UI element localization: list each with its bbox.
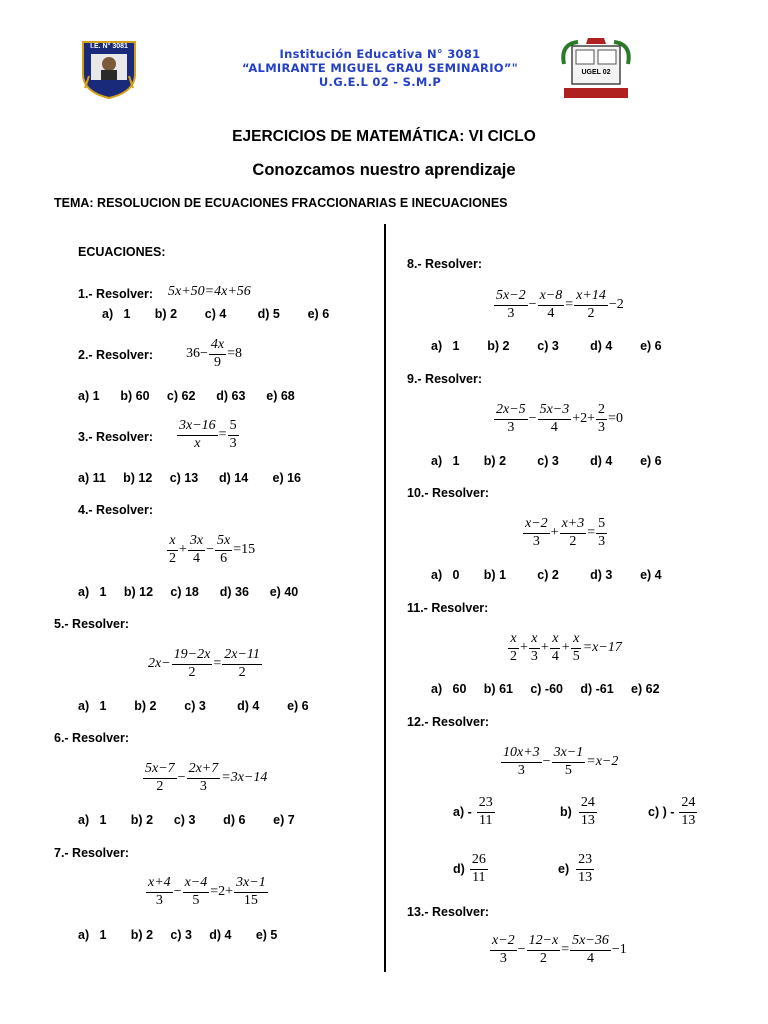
p12-option-b xyxy=(560,796,598,828)
ugel-logo-right xyxy=(558,34,634,102)
fraction xyxy=(209,338,226,370)
denominator: 13 xyxy=(681,812,696,828)
fraction xyxy=(183,876,210,908)
numerator: 5x xyxy=(215,534,232,551)
fraction xyxy=(167,534,178,566)
operator: = xyxy=(213,656,222,672)
denominator: 5 xyxy=(572,648,580,664)
denominator: 3 xyxy=(517,762,525,778)
p12-option-a xyxy=(453,796,496,828)
problem-12-equation xyxy=(500,746,618,778)
problem-3-label: 3.- Resolver: xyxy=(78,430,154,444)
problem-11-equation xyxy=(507,632,622,664)
denominator: 2 xyxy=(169,550,176,566)
page-title: EJERCICIOS DE MATEMÁTICA: VI CICLO xyxy=(232,128,536,145)
p12-option-d xyxy=(453,853,489,885)
fraction xyxy=(571,632,582,664)
denominator: 3 xyxy=(532,533,540,549)
fraction xyxy=(222,648,262,680)
section-heading: ECUACIONES: xyxy=(78,245,166,259)
fraction xyxy=(234,876,268,908)
fraction xyxy=(550,632,561,664)
header-institution: Institución Educativa N° 3081 xyxy=(279,47,481,61)
problem-6-label: 6.- Resolver: xyxy=(54,731,130,745)
fraction xyxy=(679,796,697,828)
problem-9-equation xyxy=(493,403,623,435)
operator: − xyxy=(173,884,182,900)
school-logo-left xyxy=(81,40,137,100)
eq-text: =8 xyxy=(227,346,243,362)
eq-text: −2 xyxy=(608,297,624,313)
numerator: 5 xyxy=(596,517,607,534)
denominator: 3 xyxy=(507,419,515,435)
numerator: 5x−7 xyxy=(143,762,177,779)
problem-5-options: a) 1 b) 2 c) 3 d) 4 e) 6 xyxy=(78,699,309,713)
problem-1-options: a) 1 b) 2 c) 4 d) 5 e) 6 xyxy=(102,307,330,321)
denominator: 2 xyxy=(569,533,577,549)
problem-3-options: a) 11 b) 12 c) 13 d) 14 e) 16 xyxy=(78,471,302,485)
problem-9-options: a) 1 b) 2 c) 3 d) 4 e) 6 xyxy=(431,454,662,468)
fraction xyxy=(501,746,542,778)
denominator: 4 xyxy=(193,550,201,566)
option-letter: b) xyxy=(560,805,572,820)
numerator: x xyxy=(550,632,560,649)
numerator: x xyxy=(571,632,581,649)
fraction xyxy=(552,746,586,778)
problem-4-label: 4.- Resolver: xyxy=(78,503,154,517)
operator: − xyxy=(542,754,551,770)
fraction xyxy=(579,796,597,828)
option-letter: c) ) - xyxy=(648,805,675,820)
fraction xyxy=(538,403,572,435)
operator: + xyxy=(561,640,570,656)
eq-text: =3x−14 xyxy=(221,770,268,786)
problem-11-options: a) 60 b) 61 c) -60 d) -61 e) 62 xyxy=(431,682,660,696)
option-letter: d) xyxy=(453,862,465,877)
header-ugel: U.G.E.L 02 - S.M.P xyxy=(318,75,442,89)
page-subtitle: Conozcamos nuestro aprendizaje xyxy=(252,161,516,179)
denominator: 3 xyxy=(499,950,507,966)
eq-text: =x−2 xyxy=(586,754,619,770)
p12-option-c xyxy=(648,796,698,828)
denominator: 13 xyxy=(580,812,595,828)
fraction xyxy=(523,517,550,549)
fraction xyxy=(560,517,587,549)
denominator: 3 xyxy=(507,305,515,321)
numerator: 2x+7 xyxy=(187,762,221,779)
numerator: 2 xyxy=(596,403,607,420)
problem-6-equation xyxy=(142,762,267,794)
fraction xyxy=(576,853,594,885)
fraction xyxy=(172,648,213,680)
problem-7-equation xyxy=(145,876,269,908)
operator: − xyxy=(528,297,537,313)
operator: − xyxy=(528,411,537,427)
operator: = xyxy=(587,525,596,541)
problem-8-equation xyxy=(493,289,624,321)
numerator: 24 xyxy=(679,796,697,813)
denominator: 2 xyxy=(238,664,246,680)
numerator: 5x−2 xyxy=(494,289,528,306)
operator: = xyxy=(565,297,574,313)
fraction xyxy=(574,289,608,321)
denominator: 2 xyxy=(510,648,517,664)
topic-line: TEMA: RESOLUCION DE ECUACIONES FRACCIONARIAS E INECUACIONES xyxy=(54,196,508,210)
numerator: x xyxy=(529,632,539,649)
denominator: 11 xyxy=(479,812,493,828)
p12-option-e xyxy=(558,853,595,885)
option-letter: a) - xyxy=(453,805,472,820)
fraction xyxy=(477,796,495,828)
fraction xyxy=(596,517,607,549)
problem-4-equation xyxy=(166,534,255,566)
denominator: 3 xyxy=(199,778,207,794)
numerator: 4x xyxy=(209,338,226,355)
problem-7-options: a) 1 b) 2 c) 3 d) 4 e) 5 xyxy=(78,928,278,942)
denominator: 4 xyxy=(551,648,559,664)
eq-text: +2+ xyxy=(572,411,596,427)
numerator: 3x−16 xyxy=(177,419,218,436)
numerator: 23 xyxy=(477,796,495,813)
eq-text: −1 xyxy=(611,942,627,958)
fraction xyxy=(596,403,607,435)
numerator: 3x−1 xyxy=(552,746,586,763)
fraction xyxy=(494,289,528,321)
fraction xyxy=(177,419,218,451)
denominator: 3 xyxy=(598,533,606,549)
eq-text: 5x+50=4x+56 xyxy=(168,284,251,299)
numerator: 5x−36 xyxy=(570,934,611,951)
fraction xyxy=(570,934,611,966)
denominator: 4 xyxy=(547,305,555,321)
problem-13-label: 13.- Resolver: xyxy=(407,905,489,919)
operator: + xyxy=(520,640,528,656)
numerator: 26 xyxy=(470,853,488,870)
eq-text: 36− xyxy=(186,346,208,362)
problem-9-label: 9.- Resolver: xyxy=(407,372,483,386)
numerator: x xyxy=(167,534,177,551)
eq-text: =15 xyxy=(233,542,256,558)
fraction xyxy=(187,762,221,794)
problem-10-label: 10.- Resolver: xyxy=(407,486,489,500)
numerator: x+14 xyxy=(574,289,608,306)
problem-8-options: a) 1 b) 2 c) 3 d) 4 e) 6 xyxy=(431,339,662,353)
numerator: 2x−11 xyxy=(222,648,262,665)
eq-text: =2+ xyxy=(210,884,234,900)
denominator: 4 xyxy=(586,950,594,966)
operator: = xyxy=(561,942,570,958)
operator: − xyxy=(177,770,186,786)
denominator: 13 xyxy=(578,869,593,885)
fraction xyxy=(529,632,540,664)
denominator: 3 xyxy=(598,419,606,435)
denominator: 5 xyxy=(192,892,200,908)
denominator: 2 xyxy=(539,950,547,966)
problem-7-label: 7.- Resolver: xyxy=(54,846,130,860)
numerator: 5 xyxy=(228,419,239,436)
denominator: x xyxy=(194,435,201,451)
denominator: 11 xyxy=(472,869,486,885)
operator: + xyxy=(550,525,559,541)
numerator: 23 xyxy=(576,853,594,870)
denominator: 6 xyxy=(220,550,228,566)
logo-left-text: I.E. N° 3081 xyxy=(90,43,128,50)
operator: − xyxy=(206,542,215,558)
numerator: 10x+3 xyxy=(501,746,542,763)
fraction xyxy=(470,853,488,885)
problem-5-label: 5.- Resolver: xyxy=(54,617,130,631)
denominator: 2 xyxy=(188,664,196,680)
operator: − xyxy=(517,942,526,958)
problem-11-label: 11.- Resolver: xyxy=(407,601,489,615)
problem-2-options: a) 1 b) 60 c) 62 d) 63 e) 68 xyxy=(78,389,295,403)
fraction xyxy=(146,876,173,908)
problem-8-label: 8.- Resolver: xyxy=(407,257,483,271)
numerator: x xyxy=(508,632,518,649)
problem-6-options: a) 1 b) 2 c) 3 d) 6 e) 7 xyxy=(78,813,295,827)
numerator: x−8 xyxy=(538,289,565,306)
fraction xyxy=(188,534,205,566)
denominator: 5 xyxy=(564,762,572,778)
eq-text: = xyxy=(218,427,227,443)
operator: + xyxy=(179,542,187,558)
denominator: 2 xyxy=(156,778,164,794)
problem-2-equation xyxy=(186,338,242,370)
problem-10-options: a) 0 b) 1 c) 2 d) 3 e) 4 xyxy=(431,568,662,582)
fraction xyxy=(527,934,561,966)
problem-13-equation xyxy=(489,934,627,966)
eq-text: =0 xyxy=(608,411,623,427)
numerator: 5x−3 xyxy=(538,403,572,420)
denominator: 3 xyxy=(229,435,237,451)
numerator: x−4 xyxy=(183,876,210,893)
numerator: 19−2x xyxy=(172,648,213,665)
problem-4-options: a) 1 b) 12 c) 18 d) 36 e) 40 xyxy=(78,585,299,599)
numerator: x−2 xyxy=(490,934,517,951)
fraction xyxy=(143,762,177,794)
denominator: 15 xyxy=(243,892,258,908)
eq-text: =x−17 xyxy=(582,640,622,656)
problem-3-equation xyxy=(176,419,240,451)
denominator: 2 xyxy=(587,305,595,321)
eq-text: 2x− xyxy=(148,656,171,672)
header-school-name: “ALMIRANTE MIGUEL GRAU SEMINARIO”" xyxy=(241,61,519,75)
numerator: 3x xyxy=(188,534,205,551)
numerator: 2x−5 xyxy=(494,403,528,420)
problem-1-equation xyxy=(168,284,251,300)
problem-10-equation xyxy=(522,517,608,549)
fraction xyxy=(228,419,239,451)
problem-12-label: 12.- Resolver: xyxy=(407,715,489,729)
denominator: 9 xyxy=(214,354,222,370)
problem-5-equation xyxy=(148,648,263,680)
option-letter: e) xyxy=(558,862,570,877)
numerator: x−2 xyxy=(523,517,550,534)
fraction xyxy=(215,534,232,566)
problem-1-label: 1.- Resolver: xyxy=(78,287,154,301)
numerator: 24 xyxy=(579,796,597,813)
numerator: 12−x xyxy=(527,934,561,951)
denominator: 4 xyxy=(550,419,558,435)
denominator: 3 xyxy=(530,648,538,664)
numerator: x+3 xyxy=(560,517,587,534)
fraction xyxy=(490,934,517,966)
fraction xyxy=(494,403,528,435)
problem-2-label: 2.- Resolver: xyxy=(78,348,154,362)
column-divider xyxy=(384,224,386,972)
fraction xyxy=(538,289,565,321)
numerator: x+4 xyxy=(146,876,173,893)
operator: + xyxy=(540,640,549,656)
fraction xyxy=(508,632,519,664)
numerator: 3x−1 xyxy=(234,876,268,893)
logo-right-text: UGEL 02 xyxy=(581,69,611,76)
denominator: 3 xyxy=(155,892,163,908)
